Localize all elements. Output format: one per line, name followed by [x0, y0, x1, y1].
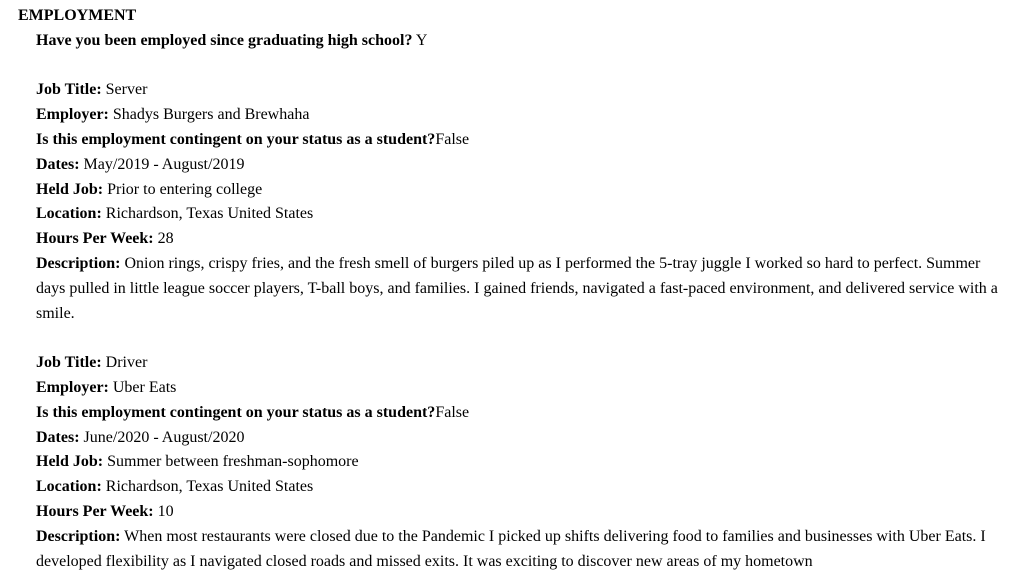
employer-row [36, 103, 1008, 128]
hours-value: 28 [157, 230, 174, 248]
contingent-row [36, 128, 1008, 153]
job-title-row [36, 351, 1008, 376]
hours-label: Hours Per Week: [36, 502, 154, 520]
contingent-label: Is this employment contingent on your status as a student? [36, 403, 436, 421]
hours-label: Hours Per Week: [36, 230, 154, 248]
hours-row [36, 500, 1008, 525]
location-value: Richardson, Texas United States [105, 478, 314, 496]
employed-question-label: Have you been employed since graduating high school? [36, 31, 413, 49]
spacer [36, 54, 1008, 79]
contingent-row [36, 401, 1008, 426]
hours-value: 10 [157, 502, 174, 520]
dates-value: June/2020 - August/2020 [83, 428, 245, 446]
dates-label: Dates: [36, 155, 80, 173]
held-job-label: Held Job: [36, 453, 104, 471]
description-label: Description: [36, 254, 121, 272]
job-entry [36, 78, 1008, 326]
held-job-row [36, 178, 1008, 203]
description-value: When most restaurants were closed due to the Pandemic I picked up shifts delivering food to families and businesses with Uber Eats. I developed flexibility as I navigated closed roads and missed exits. It was exciting to discover new areas of my hometown [36, 527, 986, 570]
description-value: Onion rings, crispy fries, and the fresh smell of burgers piled up as I performed the 5-tray juggle I worked so hard to perfect. Summer days pulled in little league soccer players, T-ball boys, and families. I gained friends, navigated a fast-paced environment, and delivered service with a smile. [36, 254, 998, 322]
job-title-value: Server [105, 81, 148, 99]
job-title-label: Job Title: [36, 354, 102, 372]
dates-value: May/2019 - August/2019 [83, 155, 245, 173]
job-title-label: Job Title: [36, 81, 102, 99]
employment-content [18, 29, 1008, 574]
job-entry [36, 351, 1008, 574]
description-row [36, 252, 1008, 326]
location-row [36, 202, 1008, 227]
dates-label: Dates: [36, 428, 80, 446]
location-label: Location: [36, 205, 102, 223]
held-job-label: Held Job: [36, 180, 104, 198]
hours-row [36, 227, 1008, 252]
employer-value: Shadys Burgers and Brewhaha [112, 106, 310, 124]
contingent-label: Is this employment contingent on your status as a student? [36, 130, 436, 148]
held-job-value: Prior to entering college [107, 180, 263, 198]
employment-section [18, 4, 1008, 574]
employed-question [36, 29, 1008, 54]
location-label: Location: [36, 478, 102, 496]
section-title: EMPLOYMENT [18, 7, 137, 24]
location-row [36, 475, 1008, 500]
employer-row [36, 376, 1008, 401]
contingent-value: False [435, 130, 470, 148]
contingent-value: False [435, 403, 470, 421]
spacer [36, 326, 1008, 351]
employed-question-answer: Y [415, 31, 428, 49]
employer-label: Employer: [36, 378, 109, 396]
employer-label: Employer: [36, 106, 109, 124]
description-label: Description: [36, 527, 121, 545]
dates-row [36, 426, 1008, 451]
location-value: Richardson, Texas United States [105, 205, 314, 223]
held-job-row [36, 450, 1008, 475]
job-title-row [36, 78, 1008, 103]
held-job-value: Summer between freshman-sophomore [107, 453, 359, 471]
description-row [36, 525, 1008, 574]
job-title-value: Driver [105, 354, 148, 372]
dates-row [36, 153, 1008, 178]
employer-value: Uber Eats [112, 378, 177, 396]
